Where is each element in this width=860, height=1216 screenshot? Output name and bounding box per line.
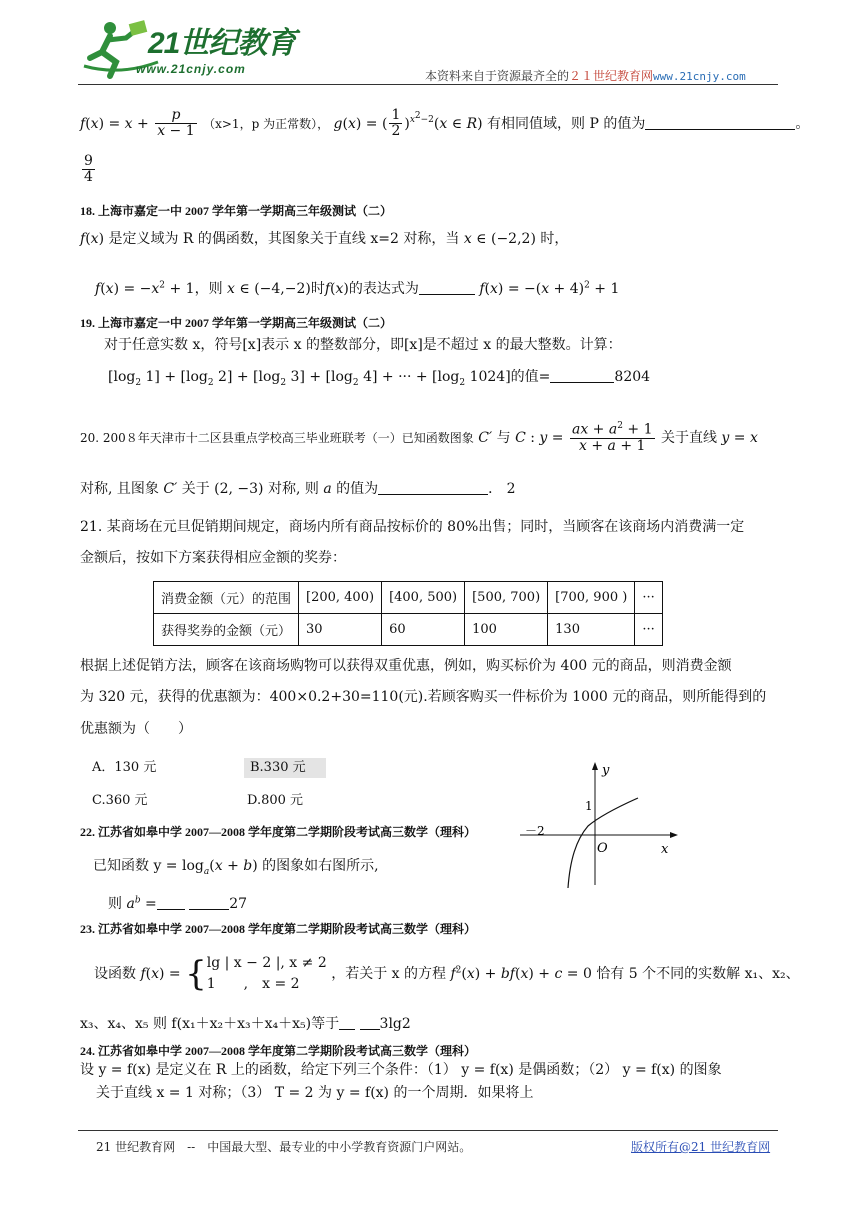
q21-line2: 金额后，按如下方案获得相应金额的奖券： [80,550,346,566]
reward-table [153,581,663,646]
table-cell: 130 [548,614,635,646]
q21-option-d: D.800 元 [247,793,304,808]
q22-line2: 则 $a^b = 27$ [108,895,248,912]
table-cell: [400, 500) [382,582,465,614]
table-cell: ··· [635,614,662,646]
q19-expression: [$\log_2$ $1] + [\log_2$ $2] + [\log_2$ $3] + [\log_2$ 4] + ··· + [$\log_2$ 1024]的值= 8204 [108,369,651,388]
q21-option-b: B.330 元 [244,758,326,778]
table-cell: [200, 400) [299,582,382,614]
header-note: 本资料来自于资源最齐全的２１世纪教育网www.21cnjy.com [425,69,746,83]
table-cell: ··· [635,582,662,614]
footer-divider [78,1130,778,1131]
q21-line4: 为 320 元，获得的优惠额为：400×0.2+30=110(元).若顾客购买一件标价为 1000 元的商品，则所能得到的 [80,689,767,705]
copyright-link[interactable]: 版权所有@21 世纪教育网 [631,1140,771,1154]
q21-option-a: A．130 元 [92,760,157,775]
y-axis-label: y [602,763,610,778]
table-cell: [500, 700) [465,582,548,614]
q20-line2: 对称, 且图象 C′ 关于 (2, −3) 对称, 则 a 的值为 ． 2 [80,481,516,497]
q24-source: 24. 江苏省如皋中学 2007—2008 学年度第二学期阶段考试高三数学（理科） [80,1044,477,1058]
q21-line5: 优惠额为（ ） [80,721,192,737]
q19-source: 19. 上海市嘉定一中 2007 学年第一学期高三年级测试（二） [80,316,393,330]
q20-line1: 20. 200８年天津市十二区县重点学校高三毕业班联考（一）已知函数图象 C′ 与 C : y = $\frac{ax + a^2 + 1}{x + a + 1}$ 关于直线 y = x [80,421,758,455]
x-tick-label: －2 [525,824,545,838]
footer-text: 21 世纪教育网 -- 中国最大型、最专业的中小学教育资源门户网站。 [96,1140,472,1154]
table-cell: 30 [299,614,382,646]
table-cell: 获得奖券的金额（元） [154,614,299,646]
q21-option-c: C.360 元 [92,793,148,808]
q24-line2: 关于直线 x = 1 对称；（3） T = 2 为 y = f(x) 的一个周期．如果将上 [96,1085,534,1101]
logo-text: 21世纪教育 [148,27,296,60]
table-cell: 消费金额（元）的范围 [154,582,299,614]
q17-line: f(x) = x + $\frac{p}{x - 1}$ （x>1，p 为正常数）， g(x) = ( $\frac{1}{2}$ )$^{x^2-2}$(x ∈ R) 有相同值域，则 P 的值为 。 [80,107,810,140]
table-cell: [700, 900 ) [548,582,635,614]
table-cell: 60 [382,614,465,646]
table-row [154,614,663,646]
q23-line2: x₃、x₄、x₅ 则 f(x₁＋x₂＋x₃＋x₄＋x₅)等于 3lg2 [80,1016,411,1032]
q18-line1: f(x) 是定义域为 R 的偶函数，其图象关于直线 x=2 对称，当 x ∈ (−2,2) 时， [80,231,569,247]
log-function-graph [520,760,680,894]
q21-line3: 根据上述促销方法，顾客在该商场购物可以获得双重优惠，例如，购买标价为 400 元的商品，则消费金额 [80,658,732,674]
q24-line1: 设 y = f(x) 是定义在 R 上的函数，给定下列三个条件：（1） y = f(x) 是偶函数；（2） y = f(x) 的图象 [80,1062,722,1078]
q23-source: 23. 江苏省如皋中学 2007—2008 学年度第二学期阶段考试高三数学（理科） [80,922,477,936]
table-cell: 100 [465,614,548,646]
q18-source: 18. 上海市嘉定一中 2007 学年第一学期高三年级测试（二） [80,204,393,218]
logo-url: www.21cnjy.com [136,62,246,76]
q23-line1: 设函数 f(x) = { lg | x − 2 |, x ≠ 2 1 , x = 2 ，若关于 x 的方程 $f^2(x) + bf(x) + c = 0$ 恰有 5 个不同的实数解 x₁、x₂、 [94,954,800,994]
x-axis-arrow [670,832,678,838]
origin-label: O [597,841,608,856]
q18-line2: $f(x) = -x^2 + 1$，则 x ∈ (−4,−2)时f(x)的表达式为 $f(x) = -(x + 4)^2 + 1$ [95,280,620,297]
q19-text: 对于任意实数 x，符号[x]表示 x 的整数部分，即[x]是不超过 x 的最大整数。计算： [104,337,622,353]
q21-line1: 21. 某商场在元旦促销期间规定，商场内所有商品按标价的 80%出售；同时，当顾客在该商场内消费满一定 [80,519,745,535]
header-url[interactable]: www.21cnjy.com [653,70,746,83]
q22-source: 22. 江苏省如皋中学 2007—2008 学年度第二学期阶段考试高三数学（理科） [80,825,477,839]
header-divider [78,84,778,85]
y-axis-arrow [592,762,598,770]
y-tick-label: 1 [585,799,593,813]
q17-answer: $\frac{9}{4}$ [84,153,93,186]
x-axis-label: x [661,842,669,857]
header-site-name: ２１世纪教育网 [569,69,654,83]
q22-line1: 已知函数 $y = \log_a(x + b)$ 的图象如右图所示, [93,858,379,877]
table-row [154,582,663,614]
